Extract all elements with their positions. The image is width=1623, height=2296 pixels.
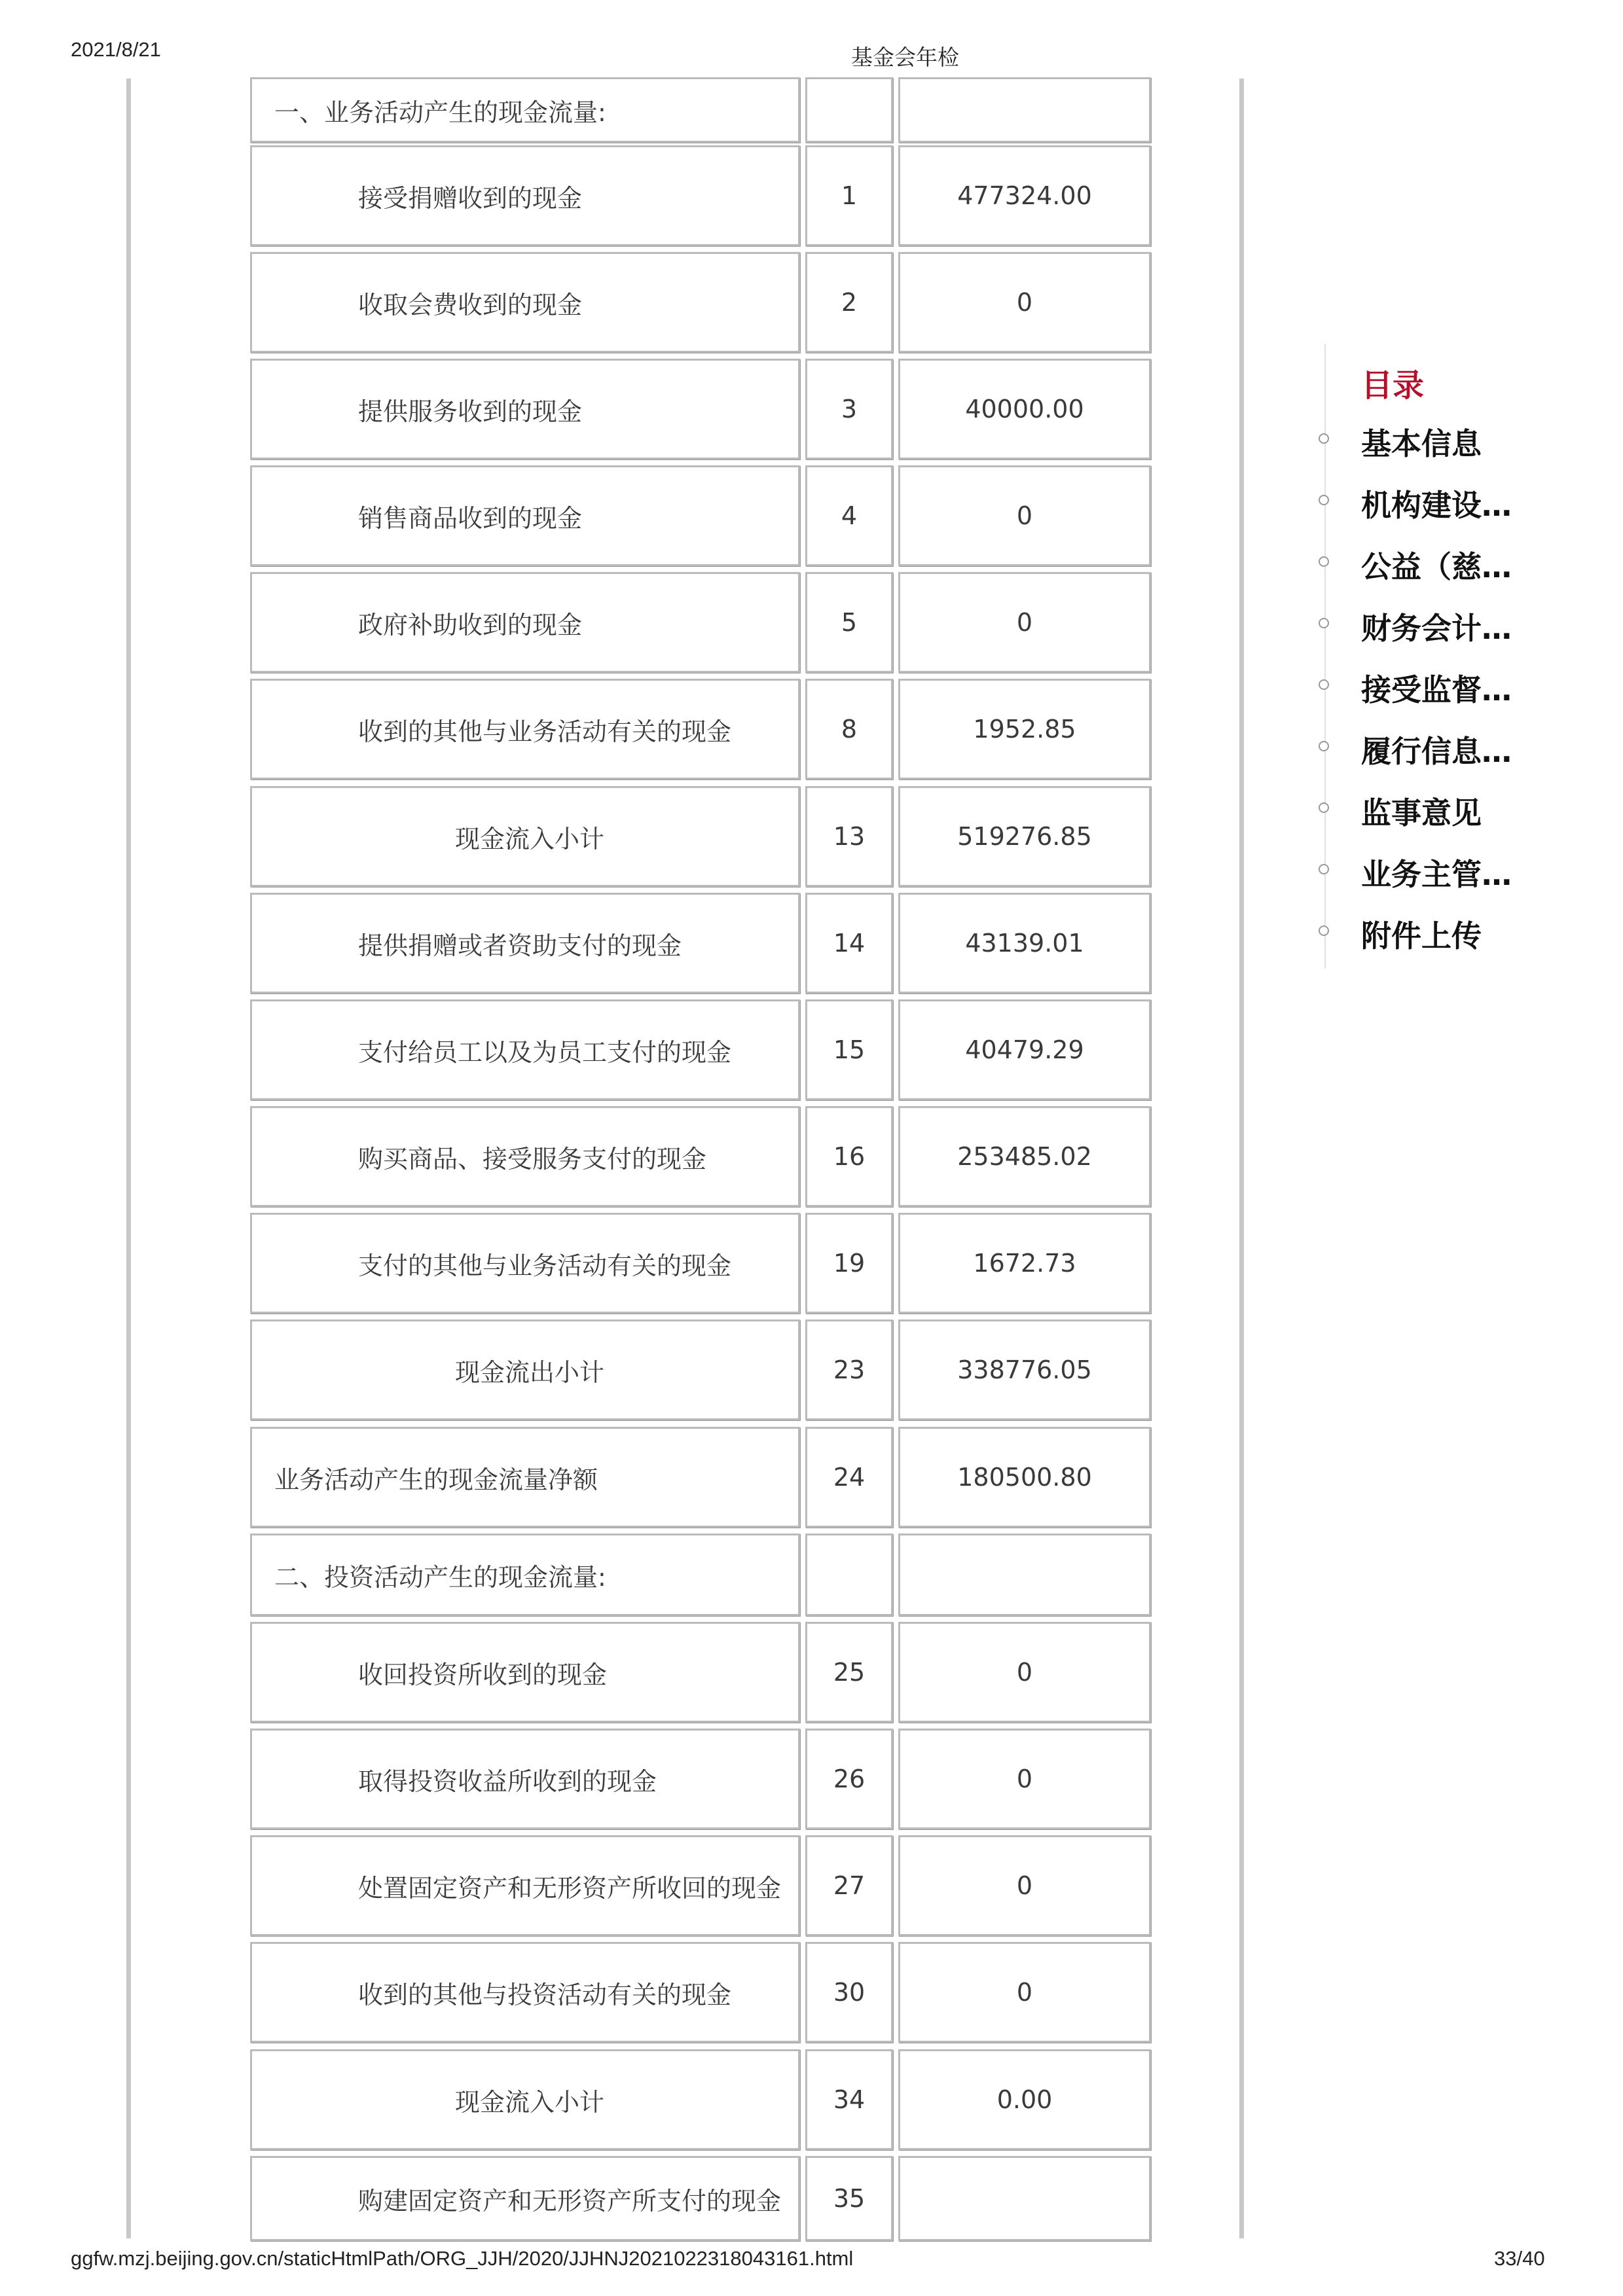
table-row	[250, 1106, 1151, 1207]
row-line-number: 30	[805, 1942, 893, 2043]
row-amount: 0	[898, 1942, 1151, 2043]
row-item-name: 购建固定资产和无形资产所支付的现金	[250, 2156, 800, 2241]
table-row	[250, 77, 1151, 143]
row-amount	[898, 77, 1151, 143]
table-row	[250, 1213, 1151, 1314]
row-item-name: 业务活动产生的现金流量净额	[250, 1427, 800, 1528]
table-row	[250, 465, 1151, 566]
table-row	[250, 786, 1151, 887]
row-item-name: 收到的其他与投资活动有关的现金	[250, 1942, 800, 2043]
row-line-number	[805, 77, 893, 143]
table-row	[250, 252, 1151, 353]
row-amount: 1672.73	[898, 1213, 1151, 1314]
footer-url: ggfw.mzj.beijing.gov.cn/staticHtmlPath/ORG_JJH/2020/JJHNJ2021022318043161.html	[71, 2247, 854, 2270]
row-amount: 0	[898, 252, 1151, 353]
row-amount: 338776.05	[898, 1319, 1151, 1420]
row-line-number: 26	[805, 1729, 893, 1829]
table-row	[250, 679, 1151, 780]
row-line-number: 27	[805, 1835, 893, 1936]
row-amount: 0.00	[898, 2049, 1151, 2150]
row-item-name: 现金流出小计	[250, 1319, 800, 1420]
table-row	[250, 2156, 1151, 2241]
toc-item[interactable]	[1309, 420, 1506, 459]
table-row	[250, 359, 1151, 459]
toc-dot-icon	[1319, 679, 1329, 690]
row-line-number	[805, 1534, 893, 1616]
toc-item-label: 基本信息	[1361, 426, 1482, 461]
row-amount: 180500.80	[898, 1427, 1151, 1528]
row-item-name: 政府补助收到的现金	[250, 572, 800, 673]
row-item-name: 收取会费收到的现金	[250, 252, 800, 353]
toc-dot-icon	[1319, 802, 1329, 813]
toc-item-label: 公益（慈…	[1361, 549, 1512, 584]
table-row	[250, 1622, 1151, 1723]
table-row	[250, 1729, 1151, 1829]
row-line-number: 15	[805, 999, 893, 1100]
table-row	[250, 1319, 1151, 1420]
toc-dot-icon	[1319, 925, 1329, 936]
toc-item-label: 机构建设…	[1361, 488, 1512, 523]
toc-item[interactable]	[1309, 605, 1512, 646]
toc-dot-icon	[1319, 741, 1329, 751]
toc-dot-icon	[1319, 864, 1329, 874]
table-row	[250, 1534, 1151, 1616]
toc-item-label: 监事意见	[1361, 795, 1482, 831]
row-line-number: 25	[805, 1622, 893, 1723]
table-row	[250, 572, 1151, 673]
toc-item[interactable]	[1309, 666, 1512, 708]
toc-title: 目录	[1361, 367, 1425, 404]
row-amount: 40479.29	[898, 999, 1151, 1100]
row-amount: 0	[898, 572, 1151, 673]
row-item-name: 接受捐赠收到的现金	[250, 145, 800, 246]
row-amount: 253485.02	[898, 1106, 1151, 1207]
row-line-number: 24	[805, 1427, 893, 1528]
row-item-name: 一、业务活动产生的现金流量:	[250, 77, 800, 143]
row-amount: 519276.85	[898, 786, 1151, 887]
row-line-number: 1	[805, 145, 893, 246]
toc-item-label: 业务主管…	[1361, 857, 1512, 892]
toc-item-label: 附件上传	[1361, 918, 1482, 954]
table-row	[250, 893, 1151, 994]
row-line-number: 8	[805, 679, 893, 780]
row-item-name: 收回投资所收到的现金	[250, 1622, 800, 1723]
row-item-name: 二、投资活动产生的现金流量:	[250, 1534, 800, 1616]
row-amount: 0	[898, 465, 1151, 566]
table-row	[250, 1427, 1151, 1528]
table-row	[250, 1835, 1151, 1936]
row-item-name: 现金流入小计	[250, 2049, 800, 2150]
row-line-number: 23	[805, 1319, 893, 1420]
row-item-name: 支付给员工以及为员工支付的现金	[250, 999, 800, 1100]
row-item-name: 处置固定资产和无形资产所收回的现金	[250, 1835, 800, 1936]
row-amount: 40000.00	[898, 359, 1151, 459]
content-frame-right-border	[1239, 79, 1244, 2238]
page-number: 33/40	[1494, 2247, 1545, 2270]
table-row	[250, 2049, 1151, 2150]
row-amount	[898, 1534, 1151, 1616]
toc-item[interactable]	[1309, 543, 1512, 584]
row-line-number: 4	[805, 465, 893, 566]
toc-item[interactable]	[1309, 851, 1512, 892]
toc-dot-icon	[1319, 433, 1329, 444]
row-amount: 0	[898, 1622, 1151, 1723]
row-line-number: 35	[805, 2156, 893, 2241]
row-amount: 43139.01	[898, 893, 1151, 994]
page-header-title: 基金会年检	[851, 45, 959, 70]
table-row	[250, 1942, 1151, 2043]
toc-item-label: 财务会计…	[1361, 611, 1512, 646]
table-row	[250, 145, 1151, 246]
row-amount	[898, 2156, 1151, 2241]
content-frame-left-border	[126, 79, 131, 2238]
row-line-number: 3	[805, 359, 893, 459]
row-item-name: 取得投资收益所收到的现金	[250, 1729, 800, 1829]
toc-item-label: 接受监督…	[1361, 672, 1512, 708]
row-line-number: 14	[805, 893, 893, 994]
row-item-name: 现金流入小计	[250, 786, 800, 887]
row-line-number: 2	[805, 252, 893, 353]
toc-item[interactable]	[1309, 728, 1512, 769]
row-line-number: 5	[805, 572, 893, 673]
row-item-name: 收到的其他与业务活动有关的现金	[250, 679, 800, 780]
toc-dot-icon	[1319, 556, 1329, 567]
print-date: 2021/8/21	[71, 38, 161, 61]
row-item-name: 支付的其他与业务活动有关的现金	[250, 1213, 800, 1314]
row-amount: 1952.85	[898, 679, 1151, 780]
row-amount: 477324.00	[898, 145, 1151, 246]
row-line-number: 13	[805, 786, 893, 887]
row-line-number: 16	[805, 1106, 893, 1207]
row-line-number: 34	[805, 2049, 893, 2150]
row-item-name: 购买商品、接受服务支付的现金	[250, 1106, 800, 1207]
row-item-name: 提供服务收到的现金	[250, 359, 800, 459]
toc-item[interactable]	[1309, 789, 1506, 829]
toc-item[interactable]	[1309, 482, 1512, 523]
table-row	[250, 999, 1151, 1100]
toc-item[interactable]	[1309, 912, 1506, 952]
toc-item-label: 履行信息…	[1361, 734, 1512, 769]
row-amount: 0	[898, 1729, 1151, 1829]
row-amount: 0	[898, 1835, 1151, 1936]
toc-dot-icon	[1319, 495, 1329, 505]
toc-dot-icon	[1319, 618, 1329, 628]
row-item-name: 提供捐赠或者资助支付的现金	[250, 893, 800, 994]
row-line-number: 19	[805, 1213, 893, 1314]
row-item-name: 销售商品收到的现金	[250, 465, 800, 566]
